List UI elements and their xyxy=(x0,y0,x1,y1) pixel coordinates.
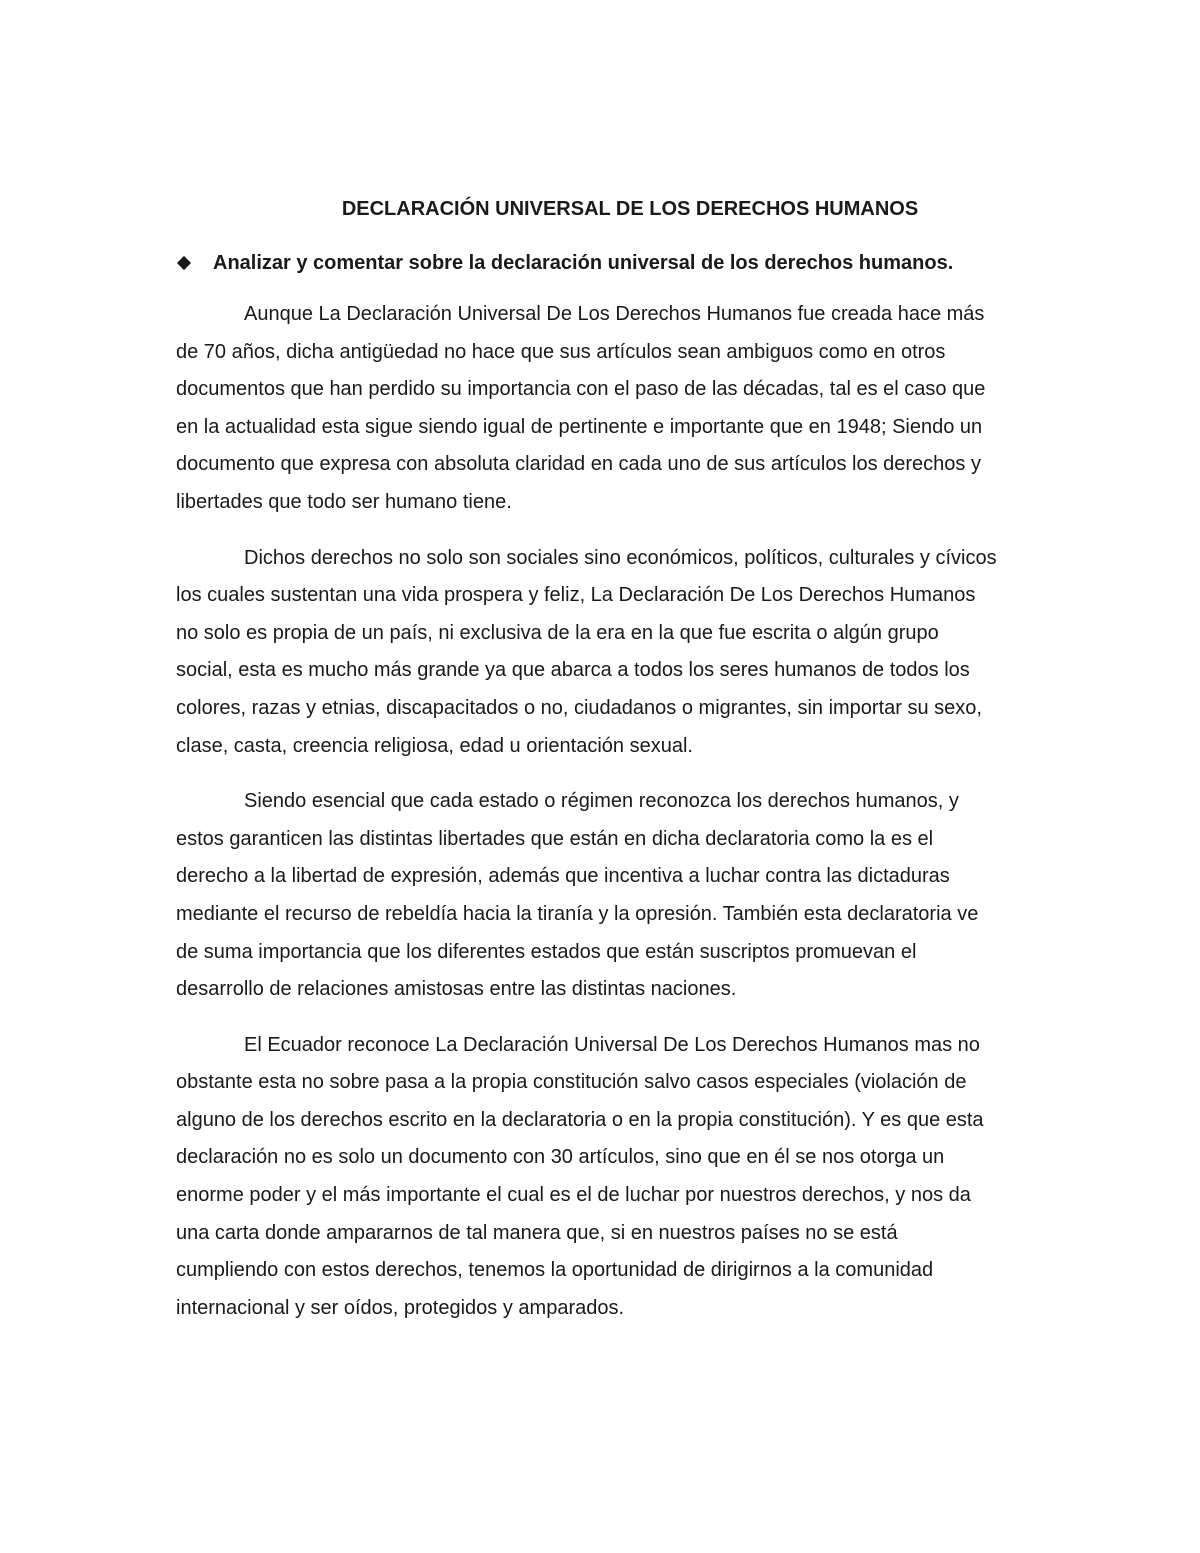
paragraph-2: Dichos derechos no solo son sociales sino económicos, políticos, culturales y cívicos los cuales sustentan una vida prospera y feliz, La Declaración De Los Derechos Humanos no solo es propia de un país, ni exclusiva de la era en la que fue escrita o algún grupo social, esta es mucho más grande ya que abarca a todos los seres humanos de todos los colores, razas y etnias, discapacitados o no, ciudadanos o migrantes, sin importar su sexo, clase, casta, creencia religiosa, edad u orientación sexual. xyxy=(176,546,997,757)
bullet-text: Analizar y comentar sobre la declaración universal de los derechos humanos. xyxy=(213,252,954,274)
paragraph-1: Aunque La Declaración Universal De Los Derechos Humanos fue creada hace más de 70 años, dicha antigüedad no hace que sus artículos sean ambiguos como en otros documentos que han perdido su importancia con el paso de las décadas, tal es el caso que en la actualidad esta sigue siendo igual de pertinente e importante que en 1948; Siendo un documento que expresa con absoluta claridad en cada uno de sus artículos los derechos y libertades que todo ser humano tiene. xyxy=(176,303,986,513)
bullet-item xyxy=(176,249,1076,277)
paragraph-4: El Ecuador reconoce La Declaración Universal De Los Derechos Humanos mas no obstante esta no sobre pasa a la propia constitución salvo casos especiales (violación de alguno de los derechos escrito en la declaratoria o en la propia constitución). Y es que esta declaración no es solo un documento con 30 artículos, sino que en él se nos otorga un enorme poder y el más importante el cual es el de luchar por nuestros derechos, y nos da una carta donde ampararnos de tal manera que, si en nuestros países no se está cumpliendo con estos derechos, tenemos la oportunidad de dirigirnos a la comunidad internacional y ser oídos, protegidos y amparados. xyxy=(176,1033,984,1319)
diamond-bullet-icon xyxy=(177,256,191,270)
document-body xyxy=(176,296,1056,1345)
document-title: DECLARACIÓN UNIVERSAL DE LOS DERECHOS HUMANOS xyxy=(341,198,919,220)
paragraph-3: Siendo esencial que cada estado o régimen reconozca los derechos humanos, y estos garanticen las distintas libertades que están en dicha declaratoria como la es el derecho a la libertad de expresión, además que incentiva a luchar contra las dictaduras mediante el recurso de rebeldía hacia la tiranía y la opresión. También esta declaratoria ve de suma importancia que los diferentes estados que están suscriptos promuevan el desarrollo de relaciones amistosas entre las distintas naciones. xyxy=(176,790,979,1001)
